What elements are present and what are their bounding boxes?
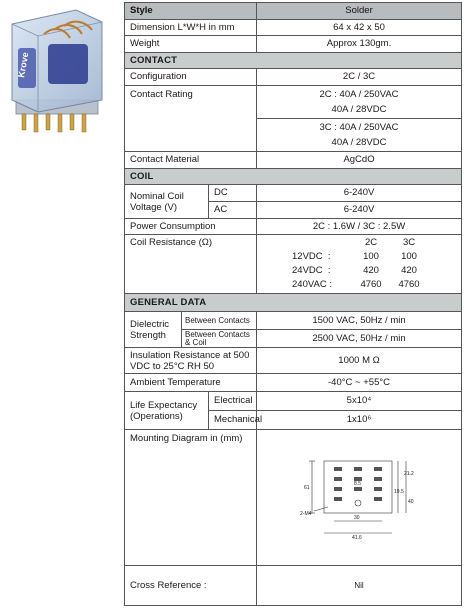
table-header-row <box>125 3 462 20</box>
contact-material-value: AgCdO <box>257 152 462 169</box>
coil-dc-value: 6-240V <box>257 185 462 202</box>
spec-table <box>124 2 462 606</box>
coil-resistance-3c-value: 4760 <box>398 279 420 290</box>
table-row <box>125 235 462 294</box>
table-row <box>125 20 462 36</box>
table-row <box>125 86 462 119</box>
coil-dc-label: DC <box>209 185 257 202</box>
section-header-contact <box>125 53 462 69</box>
section-header-general-data <box>125 294 462 312</box>
insulation-resistance-value: 1000 M Ω <box>257 348 462 374</box>
relay-brand-text: Krove <box>16 51 31 79</box>
general-data-section-title: GENERAL DATA <box>125 294 462 312</box>
mounting-diagram-cell <box>257 430 462 566</box>
mechanical-label: Mechanical <box>209 411 257 430</box>
coil-section-title: COIL <box>125 169 462 185</box>
coil-resistance-2c-value: 420 <box>363 265 379 276</box>
dim-pitch-a: 19.5 <box>394 488 404 495</box>
nominal-coil-voltage-label: Nominal Coil Voltage (V) <box>125 185 209 219</box>
table-row <box>125 219 462 235</box>
coil-resistance-2c-value: 4760 <box>360 279 382 290</box>
table-row <box>125 566 462 606</box>
mounting-diagram-label: Mounting Diagram in (mm) <box>125 430 257 566</box>
contact-rating-3c-line: 40A / 28VDC <box>331 137 387 148</box>
contact-rating-2c-line: 2C : 40A / 250VAC <box>319 89 399 100</box>
coil-resistance-3c-value: 420 <box>401 265 417 276</box>
insulation-resistance-label: Insulation Resistance at 500 VDC to 25°C RH 50 <box>125 348 257 374</box>
relay-product-image <box>4 4 108 136</box>
dim-width: 30 <box>354 514 360 521</box>
cross-reference-value: Nil <box>257 566 462 606</box>
dim-pitch-c: 8.5 <box>354 480 361 487</box>
dim-overall: 41.6 <box>352 534 362 541</box>
power-consumption-label: Power Consumption <box>125 219 257 235</box>
between-contacts-value: 1500 VAC, 50Hz / min <box>257 312 462 330</box>
table-row <box>125 152 462 169</box>
coil-resistance-grid <box>262 236 456 292</box>
table-row <box>125 69 462 86</box>
coil-resistance-col-3c: 3C <box>402 237 416 248</box>
table-row <box>125 392 462 411</box>
dim-pitch-d: 21.2 <box>404 470 414 477</box>
coil-resistance-voltage: 12VDC : <box>292 251 331 262</box>
table-row <box>125 348 462 374</box>
coil-ac-label: AC <box>209 202 257 219</box>
coil-resistance-3c-value: 100 <box>401 251 417 262</box>
configuration-value: 2C / 3C <box>257 69 462 86</box>
contact-rating-2c-line: 40A / 28VDC <box>331 104 387 115</box>
section-header-coil <box>125 169 462 185</box>
contact-material-label: Contact Material <box>125 152 257 169</box>
coil-resistance-voltage: 24VDC : <box>292 265 331 276</box>
mounting-diagram <box>294 453 424 543</box>
between-contacts-coil-label: Between Contacts & Coil <box>182 330 257 348</box>
weight-value: Approx 130gm. <box>257 36 462 53</box>
electrical-value: 5x10⁴ <box>257 392 462 411</box>
style-label: Style <box>125 3 257 20</box>
dielectric-strength-label: Dielectric Strength <box>125 312 182 348</box>
style-value: Solder <box>257 3 462 20</box>
life-expectancy-label: Life Expectancy (Operations) <box>125 392 209 430</box>
dim-height: 61 <box>304 484 310 491</box>
contact-rating-label: Contact Rating <box>125 86 257 152</box>
coil-ac-value: 6-240V <box>257 202 462 219</box>
weight-label: Weight <box>125 36 257 53</box>
contact-section-title: CONTACT <box>125 53 462 69</box>
between-contacts-coil-value: 2500 VAC, 50Hz / min <box>257 330 462 348</box>
contact-rating-2c <box>257 86 462 119</box>
dim-hole: 2-M4 <box>300 510 312 517</box>
between-contacts-label: Between Contacts <box>182 312 257 330</box>
ambient-temperature-value: -40°C ~ +55°C <box>257 374 462 392</box>
power-consumption-value: 2C : 1.6W / 3C : 2.5W <box>257 219 462 235</box>
ambient-temperature-label: Ambient Temperature <box>125 374 257 392</box>
table-row <box>125 430 462 566</box>
coil-resistance-corner <box>292 236 350 250</box>
dim-pitch-b: 40 <box>408 498 414 505</box>
cross-reference-label: Cross Reference : <box>125 566 257 606</box>
mechanical-value: 1x10⁶ <box>257 411 462 430</box>
table-row <box>125 185 462 202</box>
dimension-value: 64 x 42 x 50 <box>257 20 462 36</box>
contact-rating-3c <box>257 119 462 152</box>
contact-rating-3c-line: 3C : 40A / 250VAC <box>319 122 399 133</box>
table-row <box>125 374 462 392</box>
coil-resistance-label: Coil Resistance (Ω) <box>125 235 257 294</box>
configuration-label: Configuration <box>125 69 257 86</box>
table-row <box>125 36 462 53</box>
table-row <box>125 312 462 330</box>
coil-resistance-2c-value: 100 <box>363 251 379 262</box>
coil-resistance-values <box>257 235 462 294</box>
coil-resistance-col-2c: 2C <box>364 237 378 248</box>
coil-resistance-voltage: 240VAC : <box>292 279 332 290</box>
electrical-label: Electrical <box>209 392 257 411</box>
dimension-label: Dimension L*W*H in mm <box>125 20 257 36</box>
